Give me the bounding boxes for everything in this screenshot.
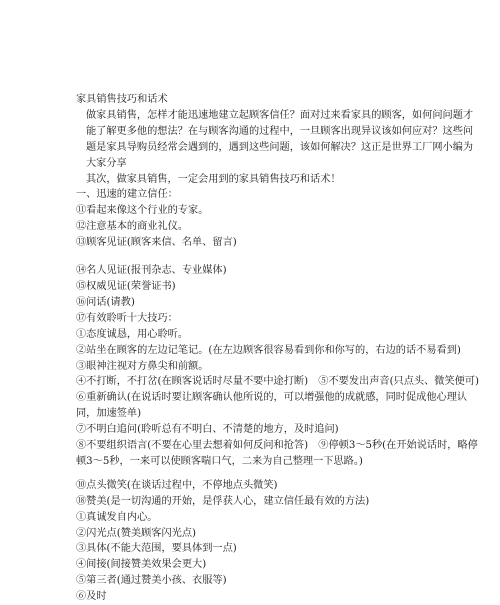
- paragraph-gap: [76, 251, 480, 263]
- list-item: ⑪看起来像这个行业的专家。: [76, 205, 209, 217]
- list-item: ⑥及时: [76, 591, 107, 603]
- list-item: ③眼神注视对方鼻尖和前额。: [76, 360, 209, 372]
- document-title: 家具销售技巧和话术: [76, 94, 168, 105]
- list-item: ⑩点头微笑(在谈话过程中，不停地点头微笑): [76, 479, 278, 491]
- list-item: ⑰有效聆听十大技巧：: [76, 312, 178, 324]
- list-item: ⑬顾客见证(顾客来信、名单、留言): [76, 237, 237, 249]
- document-body: [76, 92, 480, 605]
- list-item: ③具体(不能大范围，要具体到一点): [76, 543, 237, 555]
- list-item: ⑮权威见证(荣誉证书): [76, 280, 176, 292]
- list-item: ⑥重新确认(在说话时要让顾客确认他所说的，可以增强他的成就感，同时促成他心理认同，加速签单): [76, 392, 468, 420]
- list-item: ⑯问话(请教): [76, 296, 135, 308]
- intro-paragraph: 做家具销售，怎样才能迅速地建立起顾客信任？面对过来看家具的顾客，如何问问题才能了解更多他的想法？在与顾客沟通的过程中，一旦顾客出现异议该如何应对？这些问题是家具导购员经常会遇到的，遇到这些问题，该如何解决？这正是世界工厂网小编为大家分享: [86, 109, 474, 169]
- list-item: ⑱赞美(是一切沟通的开始，是俘获人心，建立信任最有效的方法): [76, 495, 370, 507]
- list-item: ⑧不要组织语言(不要在心里去想着如何反问和抢答) ⑨停顿3～5秒(在开始说话时，略停顿3～5秒，一来可以使顾客喘口气，二来为自己整理一下思路。): [76, 440, 478, 467]
- list-item: ⑭名人见证(报刊杂志、专业媒体): [76, 265, 227, 277]
- section-heading: 一、迅速的建立信任：: [76, 189, 178, 201]
- lead-paragraph: 其次，做家具销售，一定会用到的家具销售技巧和话术！: [86, 173, 341, 185]
- list-item: ⑫注意基本的商业礼仪。: [76, 221, 189, 233]
- list-item: ②闪光点(赞美顾客闪光点): [76, 527, 197, 539]
- list-item: ④间接(间接赞美效果会更大): [76, 559, 207, 571]
- paragraph-gap: [76, 470, 480, 478]
- list-item: ②站坐在顾客的左边记笔记。(在左边顾客很容易看到你和你写的，右边的话不易看到): [76, 344, 461, 356]
- list-item: ①态度诚恳，用心聆听。: [76, 328, 189, 340]
- list-item: ①真诚发自内心。: [76, 511, 158, 523]
- list-item: ⑦不明白追问(聆听总有不明白、不清楚的地方，及时追问): [76, 424, 339, 436]
- list-item: ④不打断，不打岔(在顾客说话时尽量不要中途打断) ⑤不要发出声音(只点头、微笑便可): [76, 376, 480, 388]
- list-item: ⑤第三者(通过赞美小孩、衣服等): [76, 575, 227, 587]
